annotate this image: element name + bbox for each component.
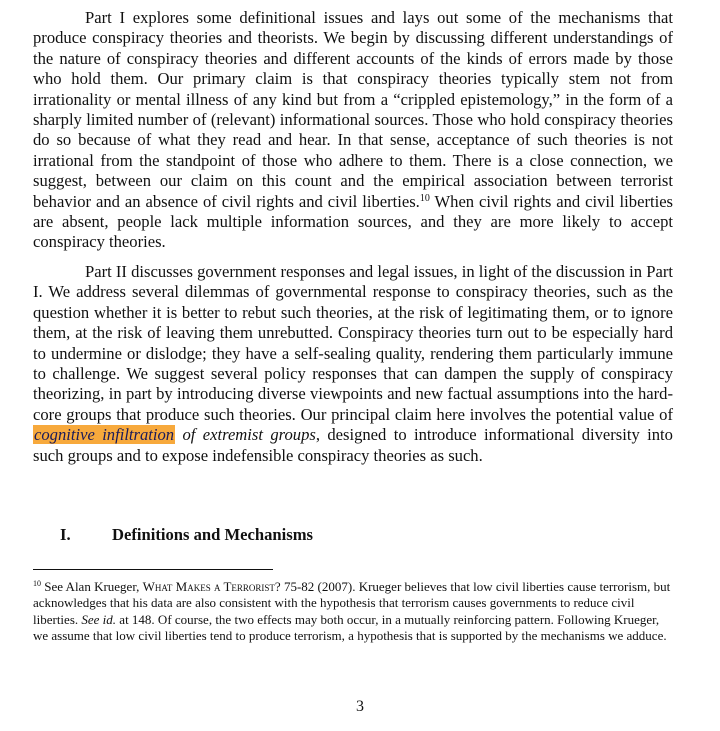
footnote-reference[interactable]: 10 bbox=[419, 192, 430, 204]
citation-see-id: See id. bbox=[81, 611, 117, 627]
italic-phrase: of extremist groups bbox=[175, 425, 316, 445]
book-title: What Makes a Terrorist? bbox=[142, 579, 281, 594]
paragraph-text: Part II discusses government responses and legal issues, in light of the discussion in Part I. We address several dilemmas of governmental response to conspiracy theories, such as the question whether it is better to rebut such theories, at the risk of legitimating them, or to ignore them, at the risk of leaving them unrebutted. Conspiracy theories turn out to be especially hard to undermine or dislodge; they have a self-sealing quality, rendering them particularly immune to challenge. We suggest several policy responses that can dampen the supply of conspiracy theorizing, in part by introducing diverse viewpoints and new factual assumptions into the hard-core groups that produce such theories. Our principal claim here involves the potential value of bbox=[33, 262, 673, 424]
footnote-number: 10 bbox=[33, 579, 41, 588]
footnote-divider bbox=[33, 569, 273, 570]
paragraph-text: Part I explores some definitional issues and lays out some of the mechanisms that produce conspiracy theories and theorists. We begin by discussing different understandings of the nature of conspiracy theories and different accounts of the kinds of errors made by those who hold them. Our primary claim is that conspiracy theories typically stem not from irrationality or mental illness of any kind but from a “crippled epistemology,” in the form of a sharply limited number of (relevant) informational sources. Those who hold conspiracy theories do so because of what they read and hear. In that sense, acceptance of such theories is not irrational from the standpoint of those who adhere to them. There is a close connection, we suggest, between our claim on this count and the empirical association between terrorist behavior and an absence of civil rights and civil liberties. bbox=[33, 8, 673, 211]
section-heading bbox=[60, 525, 313, 545]
paragraph-part-one bbox=[33, 8, 673, 253]
highlighted-phrase[interactable]: cognitive infiltration bbox=[34, 425, 175, 445]
paragraph-text: When civil rights and civil liberties are absent, people lack multiple information sources, and they are more likely to accept conspiracy theories. bbox=[33, 191, 674, 252]
paragraph-text: , designed to introduce informational diversity into such groups and to expose indefensible conspiracy theories as such. bbox=[33, 425, 673, 465]
footnote-text: See Alan Krueger, bbox=[41, 579, 143, 594]
footnote-text: 75-82 (2007). Krueger believes that low civil liberties cause terrorism, but acknowledges that his data are also consistent with the hypothesis that terrorism causes governments to reduce civil liberties. bbox=[33, 579, 671, 627]
footnote-text: at 148. Of course, the two effects may both occur, in a mutually reinforcing pattern. Following Krueger, we assume that low civil liberties tend to produce terrorism, a hypothesis that is supported by the mechanisms we adduce. bbox=[33, 611, 667, 644]
section-title: Definitions and Mechanisms bbox=[112, 525, 313, 544]
section-number: I. bbox=[60, 525, 71, 544]
page-number: 3 bbox=[356, 698, 364, 715]
paragraph-part-two bbox=[33, 262, 673, 466]
footnote bbox=[33, 579, 673, 645]
